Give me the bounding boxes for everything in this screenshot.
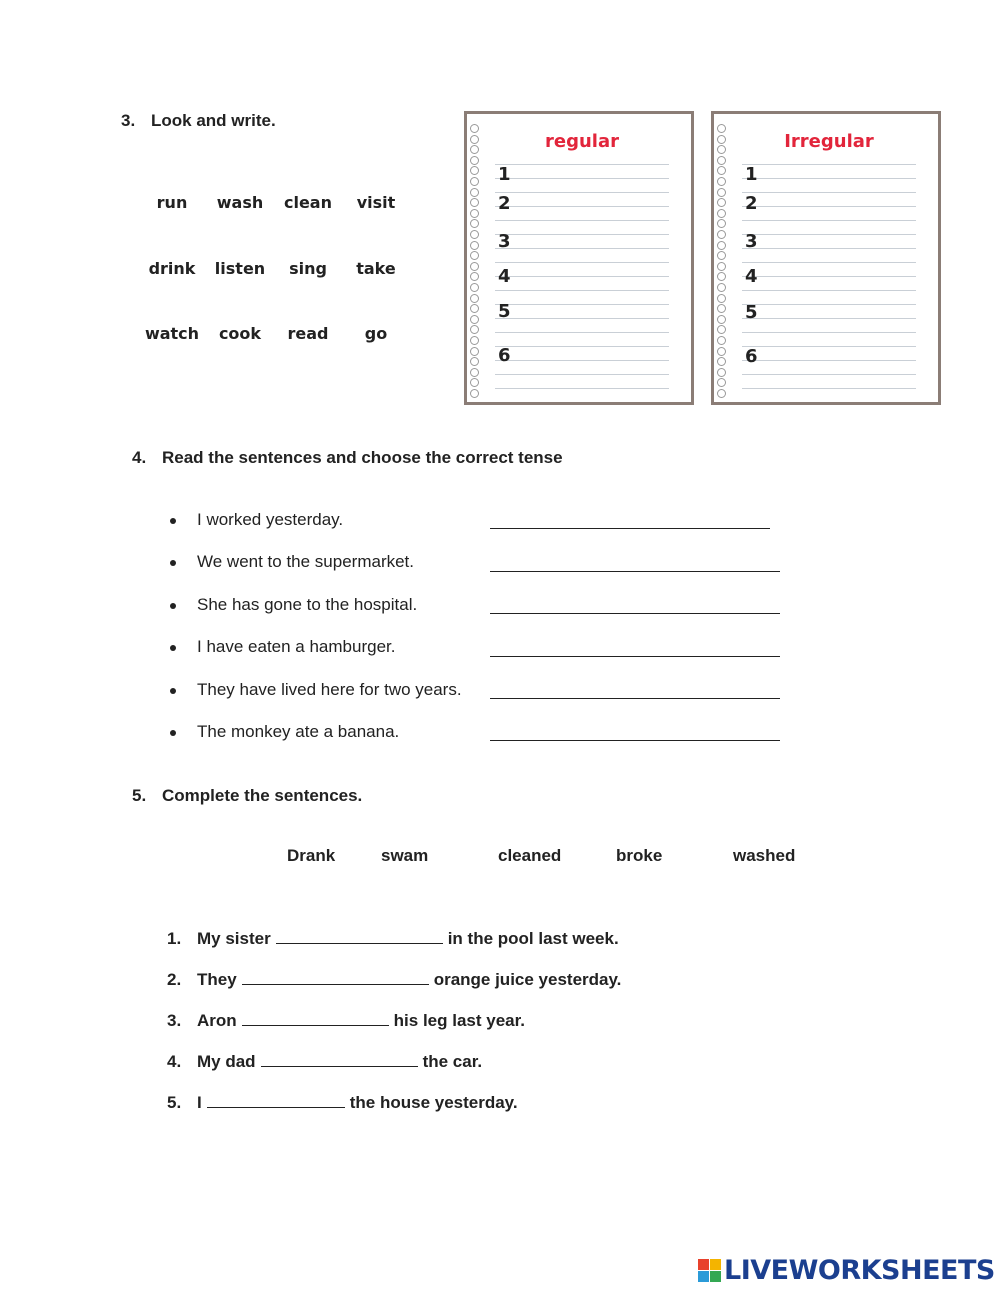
- sentence-end: in the pool last week.: [447, 929, 619, 948]
- sentence-end: the house yesterday.: [349, 1093, 518, 1112]
- word-item: watch: [144, 324, 200, 343]
- word-bank-item: Drank: [287, 846, 336, 865]
- word-bank-item: broke: [616, 846, 663, 865]
- ring-icon: [717, 378, 726, 387]
- tense-sentence: We went to the supermarket.: [197, 552, 415, 571]
- notebook-rule-line: [495, 388, 669, 389]
- word-item: read: [287, 324, 329, 343]
- ring-icon: [717, 389, 726, 398]
- fill-in-blank[interactable]: [261, 1052, 418, 1067]
- sentence-end: the car.: [422, 1052, 483, 1071]
- fill-in-blank[interactable]: [242, 1011, 389, 1026]
- ring-icon: [470, 188, 479, 197]
- ring-icon: [470, 145, 479, 154]
- ring-icon: [470, 166, 479, 175]
- notebook-rule-line: [495, 220, 669, 221]
- ring-icon: [717, 325, 726, 334]
- notebook-rule-line: [495, 192, 669, 193]
- ring-icon: [717, 188, 726, 197]
- answer-line[interactable]: [490, 698, 780, 699]
- sentence-start: They: [197, 970, 237, 989]
- section-4-number: 4.: [132, 448, 147, 467]
- ring-icon: [470, 135, 479, 144]
- sentence-end: his leg last year.: [393, 1011, 526, 1030]
- ring-icon: [717, 177, 726, 186]
- bullet-icon: [170, 603, 176, 609]
- list-item: [167, 1052, 482, 1072]
- regular-notebook: [464, 111, 694, 405]
- answer-line[interactable]: [490, 528, 770, 529]
- notebook-rule-line: [742, 276, 916, 277]
- ring-icon: [470, 219, 479, 228]
- ring-icon: [470, 230, 479, 239]
- irregular-number: 2: [745, 193, 758, 214]
- ring-icon: [470, 198, 479, 207]
- ring-icon: [717, 145, 726, 154]
- notebook-rule-line: [495, 304, 669, 305]
- tense-sentence: She has gone to the hospital.: [197, 595, 418, 614]
- bullet-icon: [170, 645, 176, 651]
- regular-title: regular: [545, 131, 619, 152]
- notebook-rule-line: [742, 164, 916, 165]
- ring-icon: [470, 241, 479, 250]
- word-item: listen: [214, 259, 266, 278]
- logo-block: [710, 1271, 721, 1282]
- notebook-rule-line: [742, 304, 916, 305]
- logo-block: [698, 1259, 709, 1270]
- bullet-icon: [170, 730, 176, 736]
- ring-icon: [470, 378, 479, 387]
- word-item: visit: [356, 193, 396, 212]
- notebook-rule-line: [495, 262, 669, 263]
- irregular-number: 1: [745, 164, 758, 185]
- tense-sentence: The monkey ate a banana.: [197, 722, 400, 741]
- section-5-number: 5.: [132, 786, 147, 805]
- logo-blocks-icon: [698, 1259, 721, 1282]
- answer-line[interactable]: [490, 613, 780, 614]
- notebook-rule-line: [495, 374, 669, 375]
- notebook-rings: [470, 124, 480, 394]
- word-item: cook: [218, 324, 262, 343]
- section-3-title: Look and write.: [151, 111, 276, 130]
- ring-icon: [470, 315, 479, 324]
- fill-in-blank[interactable]: [207, 1093, 345, 1108]
- regular-number: 1: [498, 164, 511, 185]
- word-item: wash: [216, 193, 264, 212]
- ring-icon: [717, 294, 726, 303]
- ring-icon: [717, 219, 726, 228]
- notebook-rule-line: [495, 178, 669, 179]
- ring-icon: [717, 336, 726, 345]
- irregular-title: Irregular: [784, 131, 874, 152]
- ring-icon: [470, 389, 479, 398]
- ring-icon: [470, 124, 479, 133]
- regular-number: 6: [498, 345, 511, 366]
- notebook-rule-line: [742, 374, 916, 375]
- notebook-rule-line: [742, 346, 916, 347]
- list-item: [167, 1011, 525, 1031]
- irregular-number: 3: [745, 231, 758, 252]
- notebook-rule-line: [495, 332, 669, 333]
- ring-icon: [470, 251, 479, 260]
- notebook-rule-line: [742, 234, 916, 235]
- section-3-number: 3.: [121, 111, 136, 130]
- notebook-rule-line: [742, 290, 916, 291]
- word-item: sing: [289, 259, 327, 278]
- notebook-rule-line: [495, 248, 669, 249]
- ring-icon: [470, 283, 479, 292]
- ring-icon: [470, 336, 479, 345]
- sentence-start: Aron: [197, 1011, 237, 1030]
- tense-sentence: They have lived here for two years.: [197, 680, 462, 699]
- sentence-start: I: [197, 1093, 202, 1112]
- logo-wordmark: LIVEWORKSHEETS: [724, 1255, 995, 1286]
- sentence-number: 2.: [167, 970, 182, 989]
- tense-sentence: I worked yesterday.: [197, 510, 344, 529]
- irregular-number: 6: [745, 346, 758, 367]
- ring-icon: [470, 347, 479, 356]
- ring-icon: [470, 368, 479, 377]
- notebook-rule-line: [495, 318, 669, 319]
- section-3-heading: [121, 111, 276, 131]
- fill-in-blank[interactable]: [276, 929, 443, 944]
- ring-icon: [470, 177, 479, 186]
- irregular-number: 5: [745, 302, 758, 323]
- ring-icon: [717, 241, 726, 250]
- ring-icon: [717, 124, 726, 133]
- ring-icon: [717, 283, 726, 292]
- notebook-rule-line: [742, 318, 916, 319]
- irregular-number: 4: [745, 266, 758, 287]
- regular-number: 4: [498, 266, 511, 287]
- ring-icon: [717, 209, 726, 218]
- ring-icon: [717, 251, 726, 260]
- answer-line[interactable]: [490, 740, 780, 741]
- liveworksheets-logo: [698, 1255, 995, 1286]
- ring-icon: [470, 209, 479, 218]
- list-item: [167, 929, 619, 949]
- ring-icon: [717, 347, 726, 356]
- sentence-start: My dad: [197, 1052, 256, 1071]
- fill-in-blank[interactable]: [242, 970, 429, 985]
- notebook-rule-line: [742, 192, 916, 193]
- notebook-rule-line: [495, 290, 669, 291]
- notebook-rule-line: [742, 360, 916, 361]
- ring-icon: [717, 315, 726, 324]
- ring-icon: [717, 357, 726, 366]
- list-item: [167, 1093, 518, 1113]
- notebook-rule-line: [495, 234, 669, 235]
- word-item: clean: [283, 193, 332, 212]
- sentence-number: 5.: [167, 1093, 182, 1112]
- ring-icon: [470, 294, 479, 303]
- ring-icon: [717, 198, 726, 207]
- tense-sentence: I have eaten a hamburger.: [197, 637, 396, 656]
- ring-icon: [717, 368, 726, 377]
- section-4-heading: [132, 448, 563, 468]
- section-5-title: Complete the sentences.: [162, 786, 363, 805]
- word-item: take: [356, 259, 396, 278]
- notebook-rule-line: [742, 248, 916, 249]
- bullet-icon: [170, 688, 176, 694]
- notebook-rule-line: [495, 164, 669, 165]
- word-item: run: [156, 193, 188, 212]
- irregular-notebook: [711, 111, 941, 405]
- notebook-rule-line: [742, 262, 916, 263]
- ring-icon: [717, 156, 726, 165]
- bullet-icon: [170, 518, 176, 524]
- ring-icon: [717, 135, 726, 144]
- notebook-rule-line: [742, 388, 916, 389]
- sentence-start: My sister: [197, 929, 271, 948]
- notebook-rule-line: [742, 206, 916, 207]
- logo-block: [710, 1259, 721, 1270]
- sentence-number: 1.: [167, 929, 182, 948]
- regular-number: 5: [498, 301, 511, 322]
- ring-icon: [717, 262, 726, 271]
- ring-icon: [470, 325, 479, 334]
- ring-icon: [717, 272, 726, 281]
- notebook-rule-line: [742, 178, 916, 179]
- bullet-icon: [170, 560, 176, 566]
- sentence-number: 4.: [167, 1052, 182, 1071]
- regular-number: 3: [498, 231, 511, 252]
- list-item: [167, 970, 621, 990]
- notebook-rings: [717, 124, 727, 394]
- notebook-rule-line: [495, 276, 669, 277]
- sentence-number: 3.: [167, 1011, 182, 1030]
- ring-icon: [470, 272, 479, 281]
- answer-line[interactable]: [490, 571, 780, 572]
- answer-line[interactable]: [490, 656, 780, 657]
- notebook-rule-line: [495, 206, 669, 207]
- word-bank-item: cleaned: [498, 846, 562, 865]
- ring-icon: [717, 230, 726, 239]
- word-item: go: [364, 324, 388, 343]
- ring-icon: [470, 156, 479, 165]
- ring-icon: [470, 304, 479, 313]
- word-item: drink: [148, 259, 196, 278]
- notebook-rule-line: [742, 332, 916, 333]
- notebook-rule-line: [495, 360, 669, 361]
- word-bank-item: swam: [381, 846, 429, 865]
- regular-number: 2: [498, 193, 511, 214]
- ring-icon: [470, 262, 479, 271]
- word-bank-item: washed: [733, 846, 796, 865]
- section-4-title: Read the sentences and choose the correct tense: [162, 448, 563, 467]
- ring-icon: [717, 304, 726, 313]
- notebook-rule-line: [742, 220, 916, 221]
- logo-block: [698, 1271, 709, 1282]
- notebook-rule-line: [495, 346, 669, 347]
- sentence-end: orange juice yesterday.: [433, 970, 622, 989]
- ring-icon: [470, 357, 479, 366]
- ring-icon: [717, 166, 726, 175]
- section-5-heading: [132, 786, 362, 806]
